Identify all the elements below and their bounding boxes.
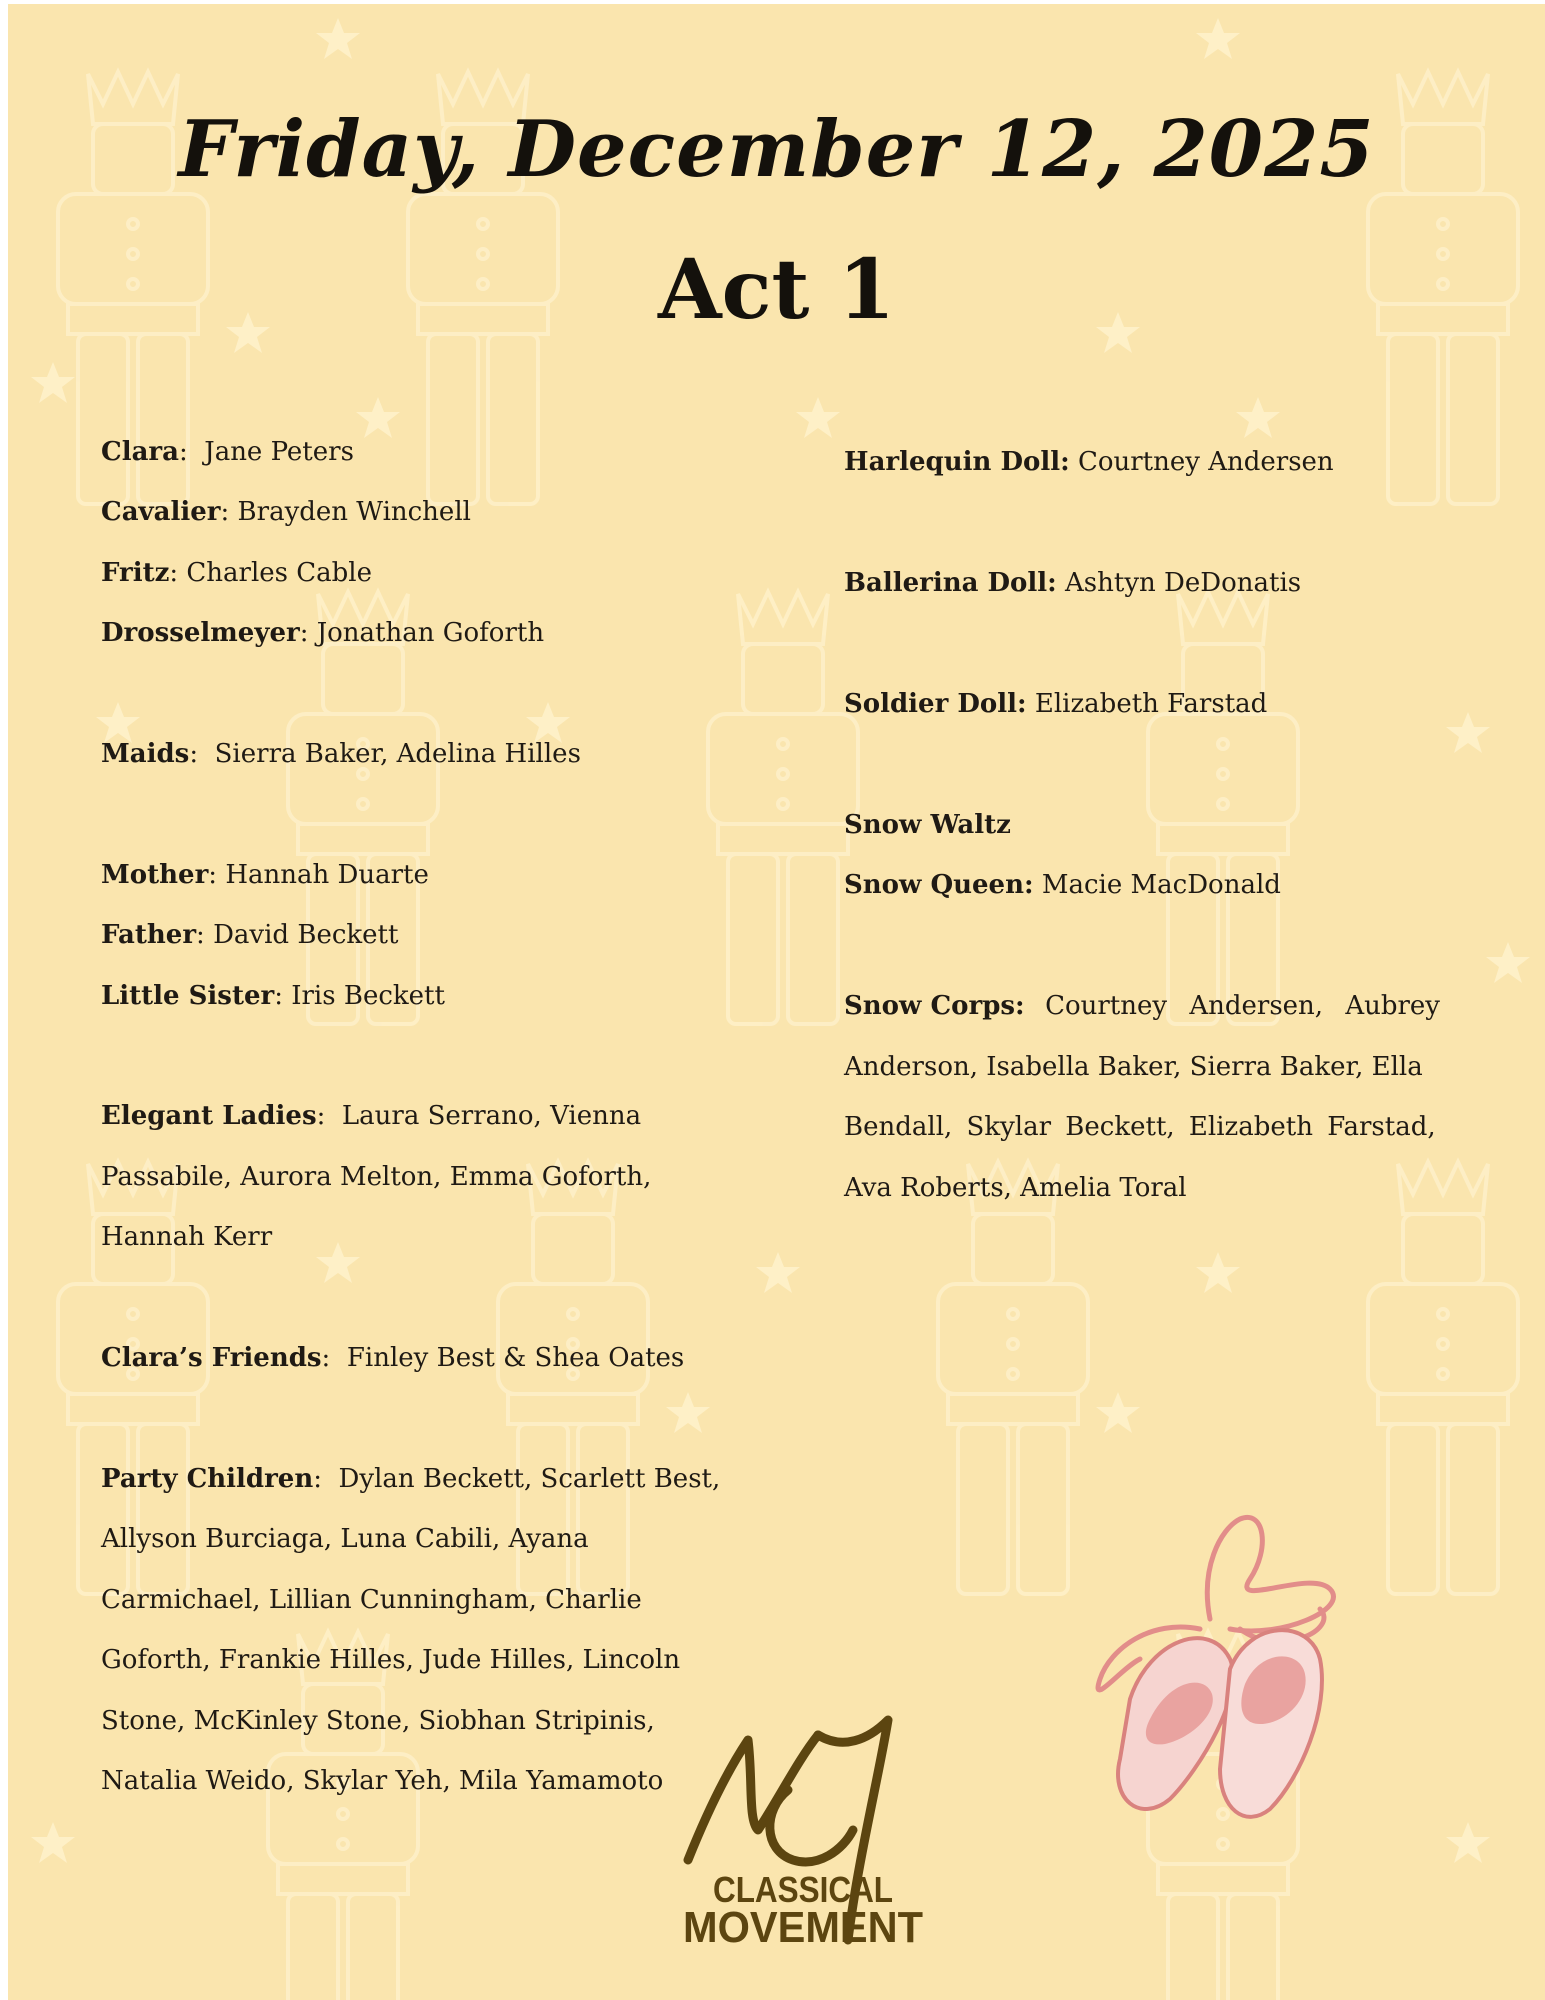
cast-line-cavalier: Cavalier: Brayden Winchell (101, 497, 471, 527)
cast-line-snow-queen (844, 855, 1281, 915)
role-label: Ballerina Doll: (844, 568, 1057, 598)
cast-line-maids: Maids: Sierra Baker, Adelina Hilles (101, 739, 581, 769)
role-label: Clara’s Friends (101, 1343, 322, 1373)
logo-line-movement: MOVEMENT (683, 1903, 924, 1950)
role-label: Drosselmeyer (101, 618, 300, 648)
section-heading-text: Snow Waltz (844, 810, 1011, 840)
cast-line-continued: Goforth, Frankie Hilles, Jude Hilles, Lincoln (101, 1645, 681, 1675)
cast-names: David Beckett (213, 920, 399, 950)
cast-line-continued: Natalia Weido, Skylar Yeh, Mila Yamamoto (101, 1766, 664, 1796)
cast-line-continued: Ava Roberts, Amelia Toral (844, 1173, 1187, 1203)
cast-names: Brayden Winchell (237, 497, 471, 527)
cast-names: Ashtyn DeDonatis (1065, 568, 1302, 598)
role-label: Clara (101, 437, 179, 467)
logo-line-classical: CLASSICAL (713, 1869, 893, 1910)
cast-names: Dylan Beckett, Scarlett Best, (338, 1464, 721, 1494)
act-title: Act 1 (657, 242, 896, 338)
role-label: Soldier Doll: (844, 689, 1027, 719)
cast-line-clara: Clara: Jane Peters (101, 437, 354, 467)
cast-line-continued: Hannah Kerr (101, 1222, 273, 1252)
role-label: Little Sister (101, 981, 275, 1011)
cast-names: Sierra Baker, Adelina Hilles (214, 739, 581, 769)
cast-line-continued: Passabile, Aurora Melton, Emma Goforth, (101, 1162, 652, 1192)
role-label: Mother (101, 860, 209, 890)
cast-line-soldier-doll (844, 674, 1267, 734)
cast-line-continued: Allyson Burciaga, Luna Cabili, Ayana (101, 1524, 589, 1554)
role-label: Maids (101, 739, 190, 769)
cast-line-elegant-ladies: Elegant Ladies: Laura Serrano, Vienna (101, 1101, 642, 1131)
cast-names: Courtney Andersen (1077, 447, 1334, 477)
cast-line-little-sister: Little Sister: Iris Beckett (101, 981, 445, 1011)
cast-names: Laura Serrano, Vienna (341, 1101, 642, 1131)
cast-line-fritz: Fritz: Charles Cable (101, 558, 373, 588)
pointe-shoes-illustration (1080, 1509, 1360, 1829)
role-label: Harlequin Doll: (844, 447, 1070, 477)
cast-names: Charles Cable (186, 558, 373, 588)
cast-line-continued: Bendall, Skylar Beckett, Elizabeth Farstad, (844, 1112, 1436, 1142)
program-page (8, 4, 1545, 2000)
cast-names: Jonathan Goforth (316, 618, 545, 648)
cast-names: Iris Beckett (291, 981, 445, 1011)
cast-names: Jane Peters (204, 437, 354, 467)
classical-movement-logo (668, 1710, 938, 1950)
cast-line-party-children: Party Children: Dylan Beckett, Scarlett Best, (101, 1464, 721, 1494)
cast-names: Finley Best & Shea Oates (346, 1343, 685, 1373)
cast-line-claras-friends: Clara’s Friends: Finley Best & Shea Oates (101, 1343, 685, 1373)
cast-line-drosselmeyer: Drosselmeyer: Jonathan Goforth (101, 618, 545, 648)
cast-line-harlequin-doll (844, 432, 1334, 492)
cast-names: Courtney Andersen, Aubrey (1045, 991, 1440, 1021)
performance-date: Friday, December 12, 2025 (178, 104, 1375, 195)
role-label: Snow Queen: (844, 870, 1034, 900)
role-label: Father (101, 920, 197, 950)
cast-line-continued: Carmichael, Lillian Cunningham, Charlie (101, 1585, 642, 1615)
cast-line-ballerina-doll (844, 553, 1301, 613)
cast-names: Elizabeth Farstad (1034, 689, 1268, 719)
role-label: Elegant Ladies (101, 1101, 317, 1131)
role-label: Fritz (101, 558, 170, 588)
role-label: Cavalier (101, 497, 221, 527)
cast-names: Hannah Duarte (225, 860, 429, 890)
section-heading-snow-waltz (844, 795, 1011, 855)
cast-line-mother: Mother: Hannah Duarte (101, 860, 429, 890)
cast-line-continued: Stone, McKinley Stone, Siobhan Stripinis, (101, 1706, 655, 1736)
cast-line-father: Father: David Beckett (101, 920, 399, 950)
role-label: Party Children (101, 1464, 314, 1494)
cast-line-snow-corps (844, 976, 1440, 1036)
role-label: Snow Corps: (844, 991, 1025, 1021)
cast-line-continued: Anderson, Isabella Baker, Sierra Baker, Ella (844, 1052, 1423, 1082)
cast-names: Macie MacDonald (1041, 870, 1281, 900)
